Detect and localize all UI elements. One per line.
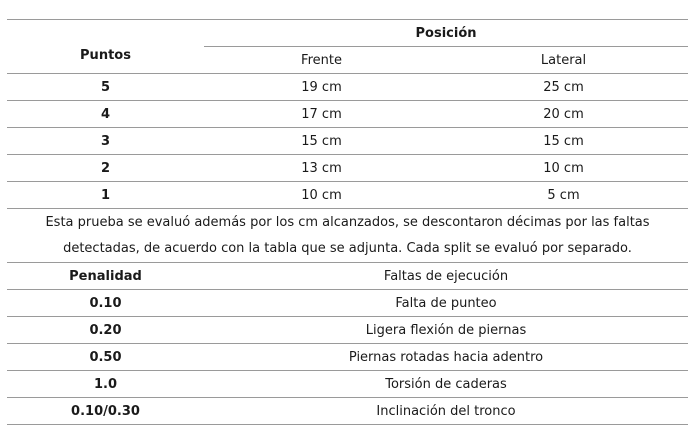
fault-cell: Falta de punteo (204, 290, 688, 317)
penalty-cell: 0.20 (7, 317, 204, 344)
fault-cell: Inclinación del tronco (204, 398, 688, 425)
table-row (7, 155, 688, 182)
table-row (7, 344, 688, 371)
evaluation-table (7, 19, 688, 425)
table-row (7, 101, 688, 128)
table-row (7, 317, 688, 344)
table-row (7, 371, 688, 398)
points-cell: 4 (7, 101, 204, 128)
side-cell: 5 cm (439, 182, 688, 209)
table-row (7, 74, 688, 101)
penalty-header: Penalidad (7, 263, 204, 290)
note-cell (7, 209, 688, 263)
position-header: Posición (204, 20, 688, 47)
note-line-1: Esta prueba se evaluó además por los cm alcanzados, se descontaron décimas por las faltas (45, 214, 650, 230)
front-cell: 17 cm (204, 101, 439, 128)
front-cell: 15 cm (204, 128, 439, 155)
side-cell: 10 cm (439, 155, 688, 182)
side-header: Lateral (439, 47, 688, 74)
front-header: Frente (204, 47, 439, 74)
note-line-2: detectadas, de acuerdo con la tabla que se adjunta. Cada split se evaluó por separado. (63, 240, 632, 256)
penalty-cell: 1.0 (7, 371, 204, 398)
faults-header: Faltas de ejecución (204, 263, 688, 290)
fault-cell: Piernas rotadas hacia adentro (204, 344, 688, 371)
penalty-cell: 0.50 (7, 344, 204, 371)
fault-cell: Ligera flexión de piernas (204, 317, 688, 344)
table-row (7, 290, 688, 317)
table-row (7, 182, 688, 209)
points-cell: 5 (7, 74, 204, 101)
table-row (7, 398, 688, 425)
points-header: Puntos (7, 20, 204, 74)
points-cell: 1 (7, 182, 204, 209)
penalty-cell: 0.10/0.30 (7, 398, 204, 425)
table-row (7, 128, 688, 155)
front-cell: 19 cm (204, 74, 439, 101)
front-cell: 10 cm (204, 182, 439, 209)
points-cell: 3 (7, 128, 204, 155)
fault-cell: Torsión de caderas (204, 371, 688, 398)
side-cell: 15 cm (439, 128, 688, 155)
side-cell: 25 cm (439, 74, 688, 101)
side-cell: 20 cm (439, 101, 688, 128)
penalty-header-row (7, 263, 688, 290)
points-cell: 2 (7, 155, 204, 182)
penalty-cell: 0.10 (7, 290, 204, 317)
front-cell: 13 cm (204, 155, 439, 182)
header-row-position (7, 20, 688, 47)
note-row (7, 209, 688, 263)
